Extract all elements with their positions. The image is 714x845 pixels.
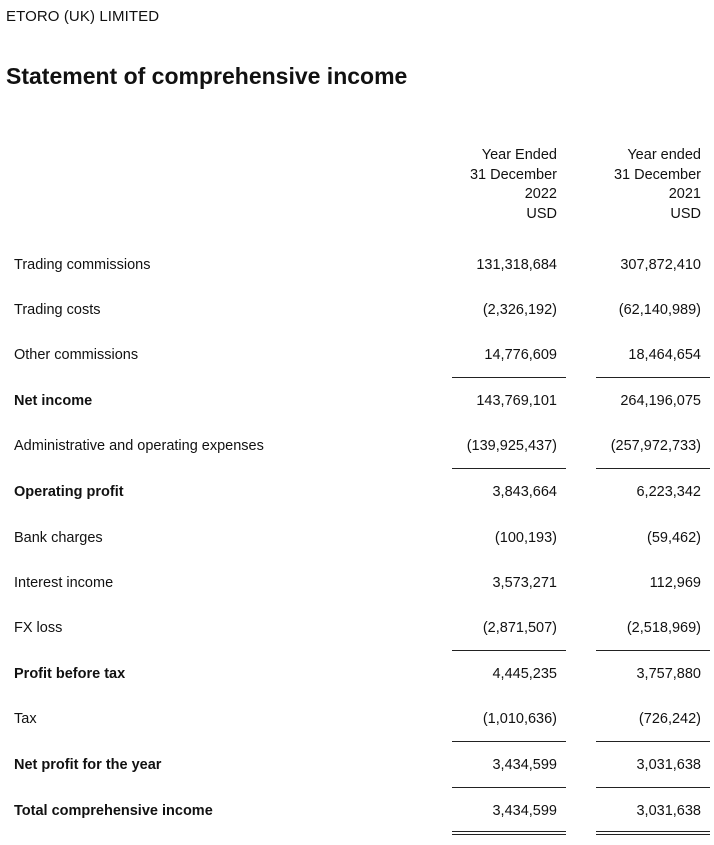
- subtotal-rule: [596, 377, 710, 378]
- value-2021: 307,872,410: [620, 257, 701, 273]
- row-label: FX loss: [14, 620, 63, 636]
- subtotal-rule: [452, 468, 566, 469]
- column-header-year: 2021: [668, 186, 701, 202]
- subtotal-rule: [452, 741, 566, 742]
- value-2022: 4,445,235: [492, 666, 557, 682]
- column-header-line: 31 December: [469, 166, 557, 183]
- row-admin-expenses: [0, 438, 714, 458]
- row-label: Bank charges: [14, 530, 103, 546]
- column-header-2021: [551, 146, 701, 224]
- column-header-2022: [407, 146, 557, 224]
- row-label: Net profit for the year: [14, 757, 162, 773]
- row-operating-profit: [0, 484, 714, 504]
- company-name: ETORO (UK) LIMITED: [6, 8, 160, 25]
- subtotal-rule: [596, 787, 710, 788]
- row-profit-before-tax: [0, 666, 714, 686]
- row-trading-commissions: [0, 257, 714, 277]
- value-2021: 18,464,654: [628, 347, 701, 363]
- row-trading-costs: [0, 302, 714, 322]
- column-header-currency: USD: [526, 205, 557, 222]
- row-bank-charges: [0, 530, 714, 550]
- subtotal-rule: [452, 377, 566, 378]
- value-2022: 3,434,599: [492, 757, 557, 773]
- value-2021: (62,140,989): [618, 302, 701, 318]
- row-tax: [0, 711, 714, 731]
- column-header-currency: USD: [670, 205, 701, 222]
- row-total-comprehensive-income: [0, 803, 714, 823]
- value-2021: 6,223,342: [636, 484, 701, 500]
- subtotal-rule: [596, 468, 710, 469]
- column-header-line: Year ended: [627, 147, 701, 163]
- row-other-commissions: [0, 347, 714, 367]
- row-label: Profit before tax: [14, 666, 126, 682]
- value-2022: 3,573,271: [492, 575, 557, 591]
- row-fx-loss: [0, 620, 714, 640]
- row-label: Trading costs: [14, 302, 101, 318]
- value-2021: 3,031,638: [636, 757, 701, 773]
- total-double-rule: [452, 831, 566, 835]
- row-net-income: [0, 393, 714, 413]
- row-label: Other commissions: [14, 347, 139, 363]
- value-2022: (2,871,507): [482, 620, 557, 636]
- column-header-line: 31 December: [613, 166, 701, 183]
- value-2022: 131,318,684: [476, 257, 557, 273]
- value-2021: (726,242): [638, 711, 701, 727]
- subtotal-rule: [452, 787, 566, 788]
- value-2022: (1,010,636): [482, 711, 557, 727]
- row-label: Interest income: [14, 575, 114, 591]
- row-net-profit: [0, 757, 714, 777]
- subtotal-rule: [596, 741, 710, 742]
- value-2021: 3,757,880: [636, 666, 701, 682]
- subtotal-rule: [452, 650, 566, 651]
- subtotal-rule: [596, 650, 710, 651]
- page-title: Statement of comprehensive income: [6, 63, 408, 89]
- value-2022: (100,193): [494, 530, 557, 546]
- value-2021: 3,031,638: [636, 803, 701, 819]
- column-header-year: 2022: [524, 186, 557, 202]
- total-double-rule: [596, 831, 710, 835]
- row-label: Administrative and operating expenses: [14, 438, 264, 454]
- value-2022: (139,925,437): [466, 438, 557, 454]
- value-2022: 3,434,599: [492, 803, 557, 819]
- value-2021: (2,518,969): [626, 620, 701, 636]
- row-label: Tax: [14, 711, 37, 727]
- row-label: Net income: [14, 393, 93, 409]
- value-2022: 3,843,664: [492, 484, 557, 500]
- value-2021: (59,462): [646, 530, 701, 546]
- row-label: Trading commissions: [14, 257, 151, 273]
- value-2021: (257,972,733): [610, 438, 701, 454]
- row-label: Operating profit: [14, 484, 124, 500]
- value-2022: 143,769,101: [476, 393, 557, 409]
- row-label: Total comprehensive income: [14, 803, 213, 819]
- value-2022: 14,776,609: [484, 347, 557, 363]
- value-2022: (2,326,192): [482, 302, 557, 318]
- row-interest-income: [0, 575, 714, 595]
- column-header-line: Year Ended: [481, 147, 557, 163]
- value-2021: 112,969: [649, 575, 701, 591]
- value-2021: 264,196,075: [620, 393, 701, 409]
